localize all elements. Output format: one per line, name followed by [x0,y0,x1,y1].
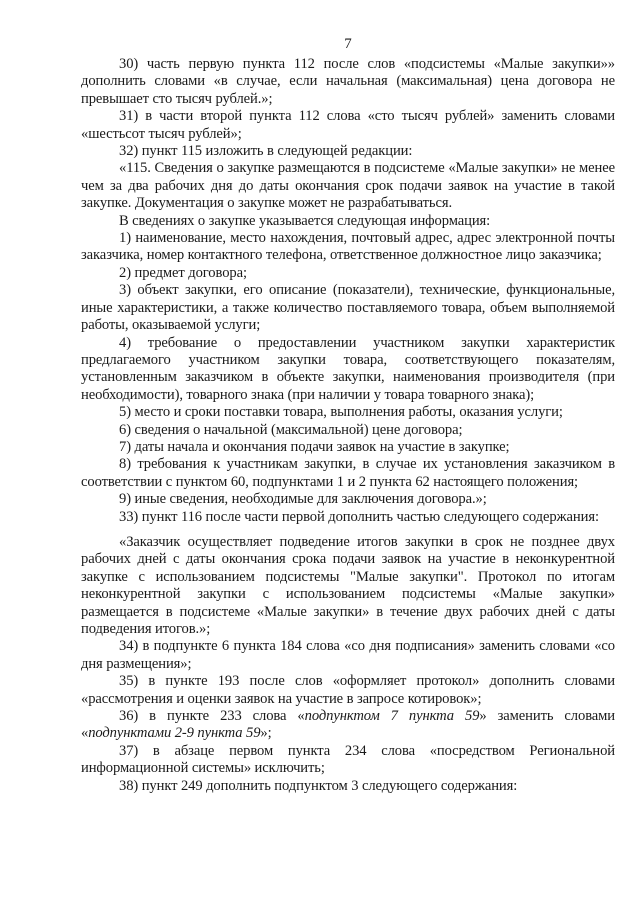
paragraph-38: 38) пункт 249 дополнить подпунктом 3 следующего содержания: [119,777,518,794]
page-number: 7 [344,36,352,52]
paragraph-35: 35) в пункте 193 после слов «оформляет протокол» дополнить словами «рассмотрения и оценки заявок на участие в запросе котировок»; [81,673,615,707]
document-page [81,34,615,795]
list-item-5: 5) место и сроки поставки товара, выполнения работы, оказания услуги; [119,404,563,421]
list-item-9: 9) иные сведения, необходимые для заключения договора.»; [119,491,487,508]
paragraph-36 [81,708,615,743]
paragraph-115: «115. Сведения о закупке размещаются в подсистеме «Малые закупки» не менее чем за два рабочих дня до даты окончания срок подачи заявок на участие в такой закупке. Документация о закупке может не разрабатываться. [81,160,615,212]
paragraph-34: 34) в подпункте 6 пункта 184 слова «со дня подписания» заменить словами «со дня размещения»; [81,638,615,672]
list-item-1: 1) наименование, место нахождения, почтовый адрес, адрес электронной почты заказчика, номер контактного телефона, ответственное должностное лицо заказчика; [81,230,615,264]
paragraph-33: 33) пункт 116 после части первой дополнить частью следующего содержания: [119,508,599,525]
paragraph-32: 32) пункт 115 изложить в следующей редакции: [119,143,413,160]
paragraph-33-quote: «Заказчик осуществляет подведение итогов закупки в срок не позднее двух рабочих дней с даты окончания срока подачи заявок на участие в неконкурентной закупке с использованием подсистемы "Малые закупки". Протокол по итогам неконкурентной закупки с использованием подсистемы «Малые закупки» размещается в подсистеме «Малые закупки» в течение двух рабочих дней с даты подведения итогов.»; [81,533,615,637]
paragraph-36-italic-new: подпунктами 2-9 пункта 59 [88,725,261,742]
paragraph-36-italic-old: подпунктом 7 пункта 59 [304,708,480,725]
paragraph-36-after: »; [260,725,272,742]
list-item-3: 3) объект закупки, его описание (показатели), технические, функциональные, иные характеристики, а также количество поставляемого товара, объем выполняемой работы, оказываемой услуги; [81,282,615,334]
paragraph-30: 30) часть первую пункта 112 после слов «подсистемы «Малые закупки»» дополнить словами «в случае, если начальная (максимальная) цена договора не превышает сто тысяч рублей.»; [81,56,615,107]
list-item-7: 7) даты начала и окончания подачи заявок на участие в закупке; [119,438,510,455]
paragraph-36-middle: » заменить словами « [81,708,616,742]
list-item-6: 6) сведения о начальной (максимальной) цене договора; [119,421,463,438]
paragraph-info-intro: В сведениях о закупке указывается следующая информация: [119,212,491,229]
list-item-8: 8) требования к участникам закупки, в случае их установления заказчиком в соответствии с пунктом 60, подпунктами 1 и 2 пункта 62 настоящего положения; [81,456,615,490]
list-item-4: 4) требование о предоставлении участником закупки характеристик предлагаемого участником закупки товара, соответствующего показателям, установленным заказчиком в объекте закупки, наименования производителя (при необходимости), товарного знака (при наличии у товара товарного знака); [81,334,615,403]
paragraph-31: 31) в части второй пункта 112 слова «сто тысяч рублей» заменить словами «шестьсот тысяч рублей»; [81,108,615,142]
list-item-2: 2) предмет договора; [119,264,247,281]
paragraph-36-before: 36) в пункте 233 слова « [119,708,305,725]
paragraph-37: 37) в абзаце первом пункта 234 слова «посредством Региональной информационной системы» исключить; [81,742,615,777]
